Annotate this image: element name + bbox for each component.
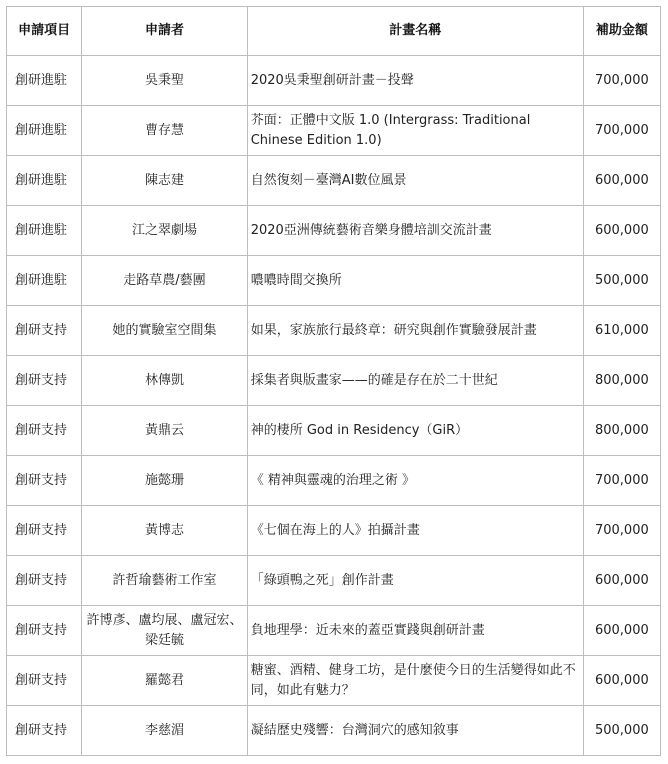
cell-category: 創研進駐	[7, 106, 82, 156]
cell-category: 創研進駐	[7, 156, 82, 206]
cell-applicant: 許博彥、盧均展、盧冠宏、梁廷毓	[82, 606, 248, 656]
cell-amount: 600,000	[583, 656, 660, 706]
cell-applicant: 羅懿君	[82, 656, 248, 706]
cell-project: 「綠頭鴨之死」創作計畫	[247, 556, 583, 606]
table-row	[7, 306, 661, 356]
table-row	[7, 706, 661, 756]
cell-category: 創研支持	[7, 706, 82, 756]
cell-project: 糖蜜、酒精、健身工坊，是什麼使今日的生活變得如此不同，如此有魅力？	[247, 656, 583, 706]
table-row	[7, 206, 661, 256]
table-row	[7, 256, 661, 306]
cell-amount: 600,000	[583, 156, 660, 206]
cell-category: 創研支持	[7, 556, 82, 606]
cell-project: 2020亞洲傳統藝術音樂身體培訓交流計畫	[247, 206, 583, 256]
cell-project: 芥面：正體中文版 1.0 (Intergrass: Traditional Chinese Edition 1.0)	[247, 106, 583, 156]
cell-category: 創研進駐	[7, 256, 82, 306]
table-row	[7, 506, 661, 556]
cell-applicant: 曹存慧	[82, 106, 248, 156]
table-body	[7, 56, 661, 756]
cell-project: 如果，家族旅行最終章：研究與創作實驗發展計畫	[247, 306, 583, 356]
table-row	[7, 656, 661, 706]
cell-applicant: 施懿珊	[82, 456, 248, 506]
cell-project: 神的棲所 God in Residency（GiR）	[247, 406, 583, 456]
cell-category: 創研支持	[7, 456, 82, 506]
cell-category: 創研支持	[7, 506, 82, 556]
cell-category: 創研進駐	[7, 56, 82, 106]
table-header	[7, 7, 661, 56]
cell-applicant: 陳志建	[82, 156, 248, 206]
cell-amount: 600,000	[583, 206, 660, 256]
cell-amount: 610,000	[583, 306, 660, 356]
header-category: 申請項目	[7, 7, 82, 56]
cell-applicant: 林傳凱	[82, 356, 248, 406]
cell-applicant: 走路草農/藝團	[82, 256, 248, 306]
cell-category: 創研進駐	[7, 206, 82, 256]
cell-applicant: 江之翠劇場	[82, 206, 248, 256]
header-project: 計畫名稱	[247, 7, 583, 56]
cell-amount: 600,000	[583, 606, 660, 656]
grant-table	[6, 6, 661, 756]
cell-amount: 700,000	[583, 506, 660, 556]
cell-applicant: 吳秉聖	[82, 56, 248, 106]
cell-amount: 700,000	[583, 106, 660, 156]
cell-amount: 700,000	[583, 56, 660, 106]
cell-project: 負地理學：近未來的蓋亞實踐與創研計畫	[247, 606, 583, 656]
cell-amount: 500,000	[583, 256, 660, 306]
cell-project: 凝結歷史殘響：台灣洞穴的感知敘事	[247, 706, 583, 756]
table-row	[7, 106, 661, 156]
table-row	[7, 456, 661, 506]
cell-amount: 600,000	[583, 556, 660, 606]
cell-amount: 800,000	[583, 406, 660, 456]
header-row	[7, 7, 661, 56]
cell-applicant: 她的實驗室空間集	[82, 306, 248, 356]
cell-category: 創研支持	[7, 656, 82, 706]
cell-project: 採集者與版畫家——的確是存在於二十世紀	[247, 356, 583, 406]
cell-applicant: 許哲瑜藝術工作室	[82, 556, 248, 606]
cell-category: 創研支持	[7, 306, 82, 356]
cell-applicant: 李慈湄	[82, 706, 248, 756]
cell-category: 創研支持	[7, 406, 82, 456]
cell-applicant: 黃博志	[82, 506, 248, 556]
cell-project: 《 精神與靈魂的治理之術 》	[247, 456, 583, 506]
table-row	[7, 606, 661, 656]
header-applicant: 申請者	[82, 7, 248, 56]
cell-amount: 800,000	[583, 356, 660, 406]
cell-category: 創研支持	[7, 356, 82, 406]
table-row	[7, 556, 661, 606]
cell-applicant: 黃鼎云	[82, 406, 248, 456]
cell-project: 噥噥時間交換所	[247, 256, 583, 306]
cell-amount: 500,000	[583, 706, 660, 756]
table-row	[7, 406, 661, 456]
cell-project: 《七個在海上的人》拍攝計畫	[247, 506, 583, 556]
table-row	[7, 56, 661, 106]
cell-project: 自然復刻－臺灣AI數位風景	[247, 156, 583, 206]
table-row	[7, 156, 661, 206]
cell-project: 2020吳秉聖創研計畫－投聲	[247, 56, 583, 106]
cell-amount: 700,000	[583, 456, 660, 506]
cell-category: 創研支持	[7, 606, 82, 656]
header-amount: 補助金額	[583, 7, 660, 56]
table-row	[7, 356, 661, 406]
